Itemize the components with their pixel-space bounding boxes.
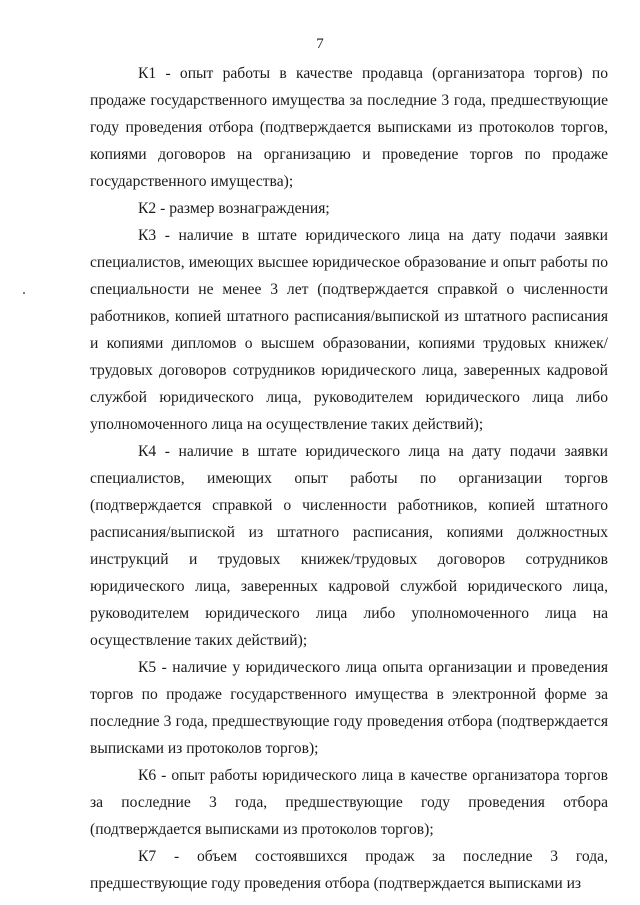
criterion-k3-paragraph: К3 - наличие в штате юридического лица на дату подачи заявки специалистов, имеющих высшее юридическое образование и опыт работы по специальности не менее 3 лет (подтверждается справкой о численности работников, копией штатного расписания/выпиской из штатного расписания и копиями дипломов о высшем образовании, копиями трудовых книжек/трудовых договоров сотрудников юридического лица, заверенных кадровой службой юридического лица, руководителем юридического лица либо уполномоченного лица на осуществление таких действий);	[90, 227, 608, 433]
document-body	[90, 60, 608, 897]
criterion-k4-paragraph: К4 - наличие в штате юридического лица на дату подачи заявки специалистов, имеющих опыт работы по организации торгов (подтверждается справкой о численности работников, копией штатного расписания/выпиской из штатного расписания, копиями должностных инструкций и трудовых книжек/трудовых договоров сотрудников юридического лица, заверенных кадровой службой юридического лица, руководителем юридического лица либо уполномоченного лица на осуществление таких действий);	[90, 443, 608, 649]
criterion-k1-paragraph: К1 - опыт работы в качестве продавца (организатора торгов) по продаже государственного имущества за последние 3 года, предшествующие году проведения отбора (подтверждается выписками из протоколов торгов, копиями договоров на организацию и проведение торгов по продаже государственного имущества);	[90, 65, 608, 190]
page-number: 7	[316, 36, 324, 52]
scan-speck	[23, 292, 25, 294]
criterion-k2-paragraph: К2 - размер вознаграждения;	[138, 200, 330, 217]
criterion-k5-paragraph: К5 - наличие у юридического лица опыта организации и проведения торгов по продаже государственного имущества в электронной форме за последние 3 года, предшествующие году проведения отбора (подтверждается выписками из протоколов торгов);	[90, 659, 608, 757]
criterion-k7-paragraph: К7 - объем состоявшихся продаж за последние 3 года, предшествующие году проведения отбора (подтверждается выписками из	[90, 848, 608, 892]
criterion-k6-paragraph: К6 - опыт работы юридического лица в качестве организатора торгов за последние 3 года, предшествующие году проведения отбора (подтверждается выписками из протоколов торгов);	[90, 767, 608, 838]
